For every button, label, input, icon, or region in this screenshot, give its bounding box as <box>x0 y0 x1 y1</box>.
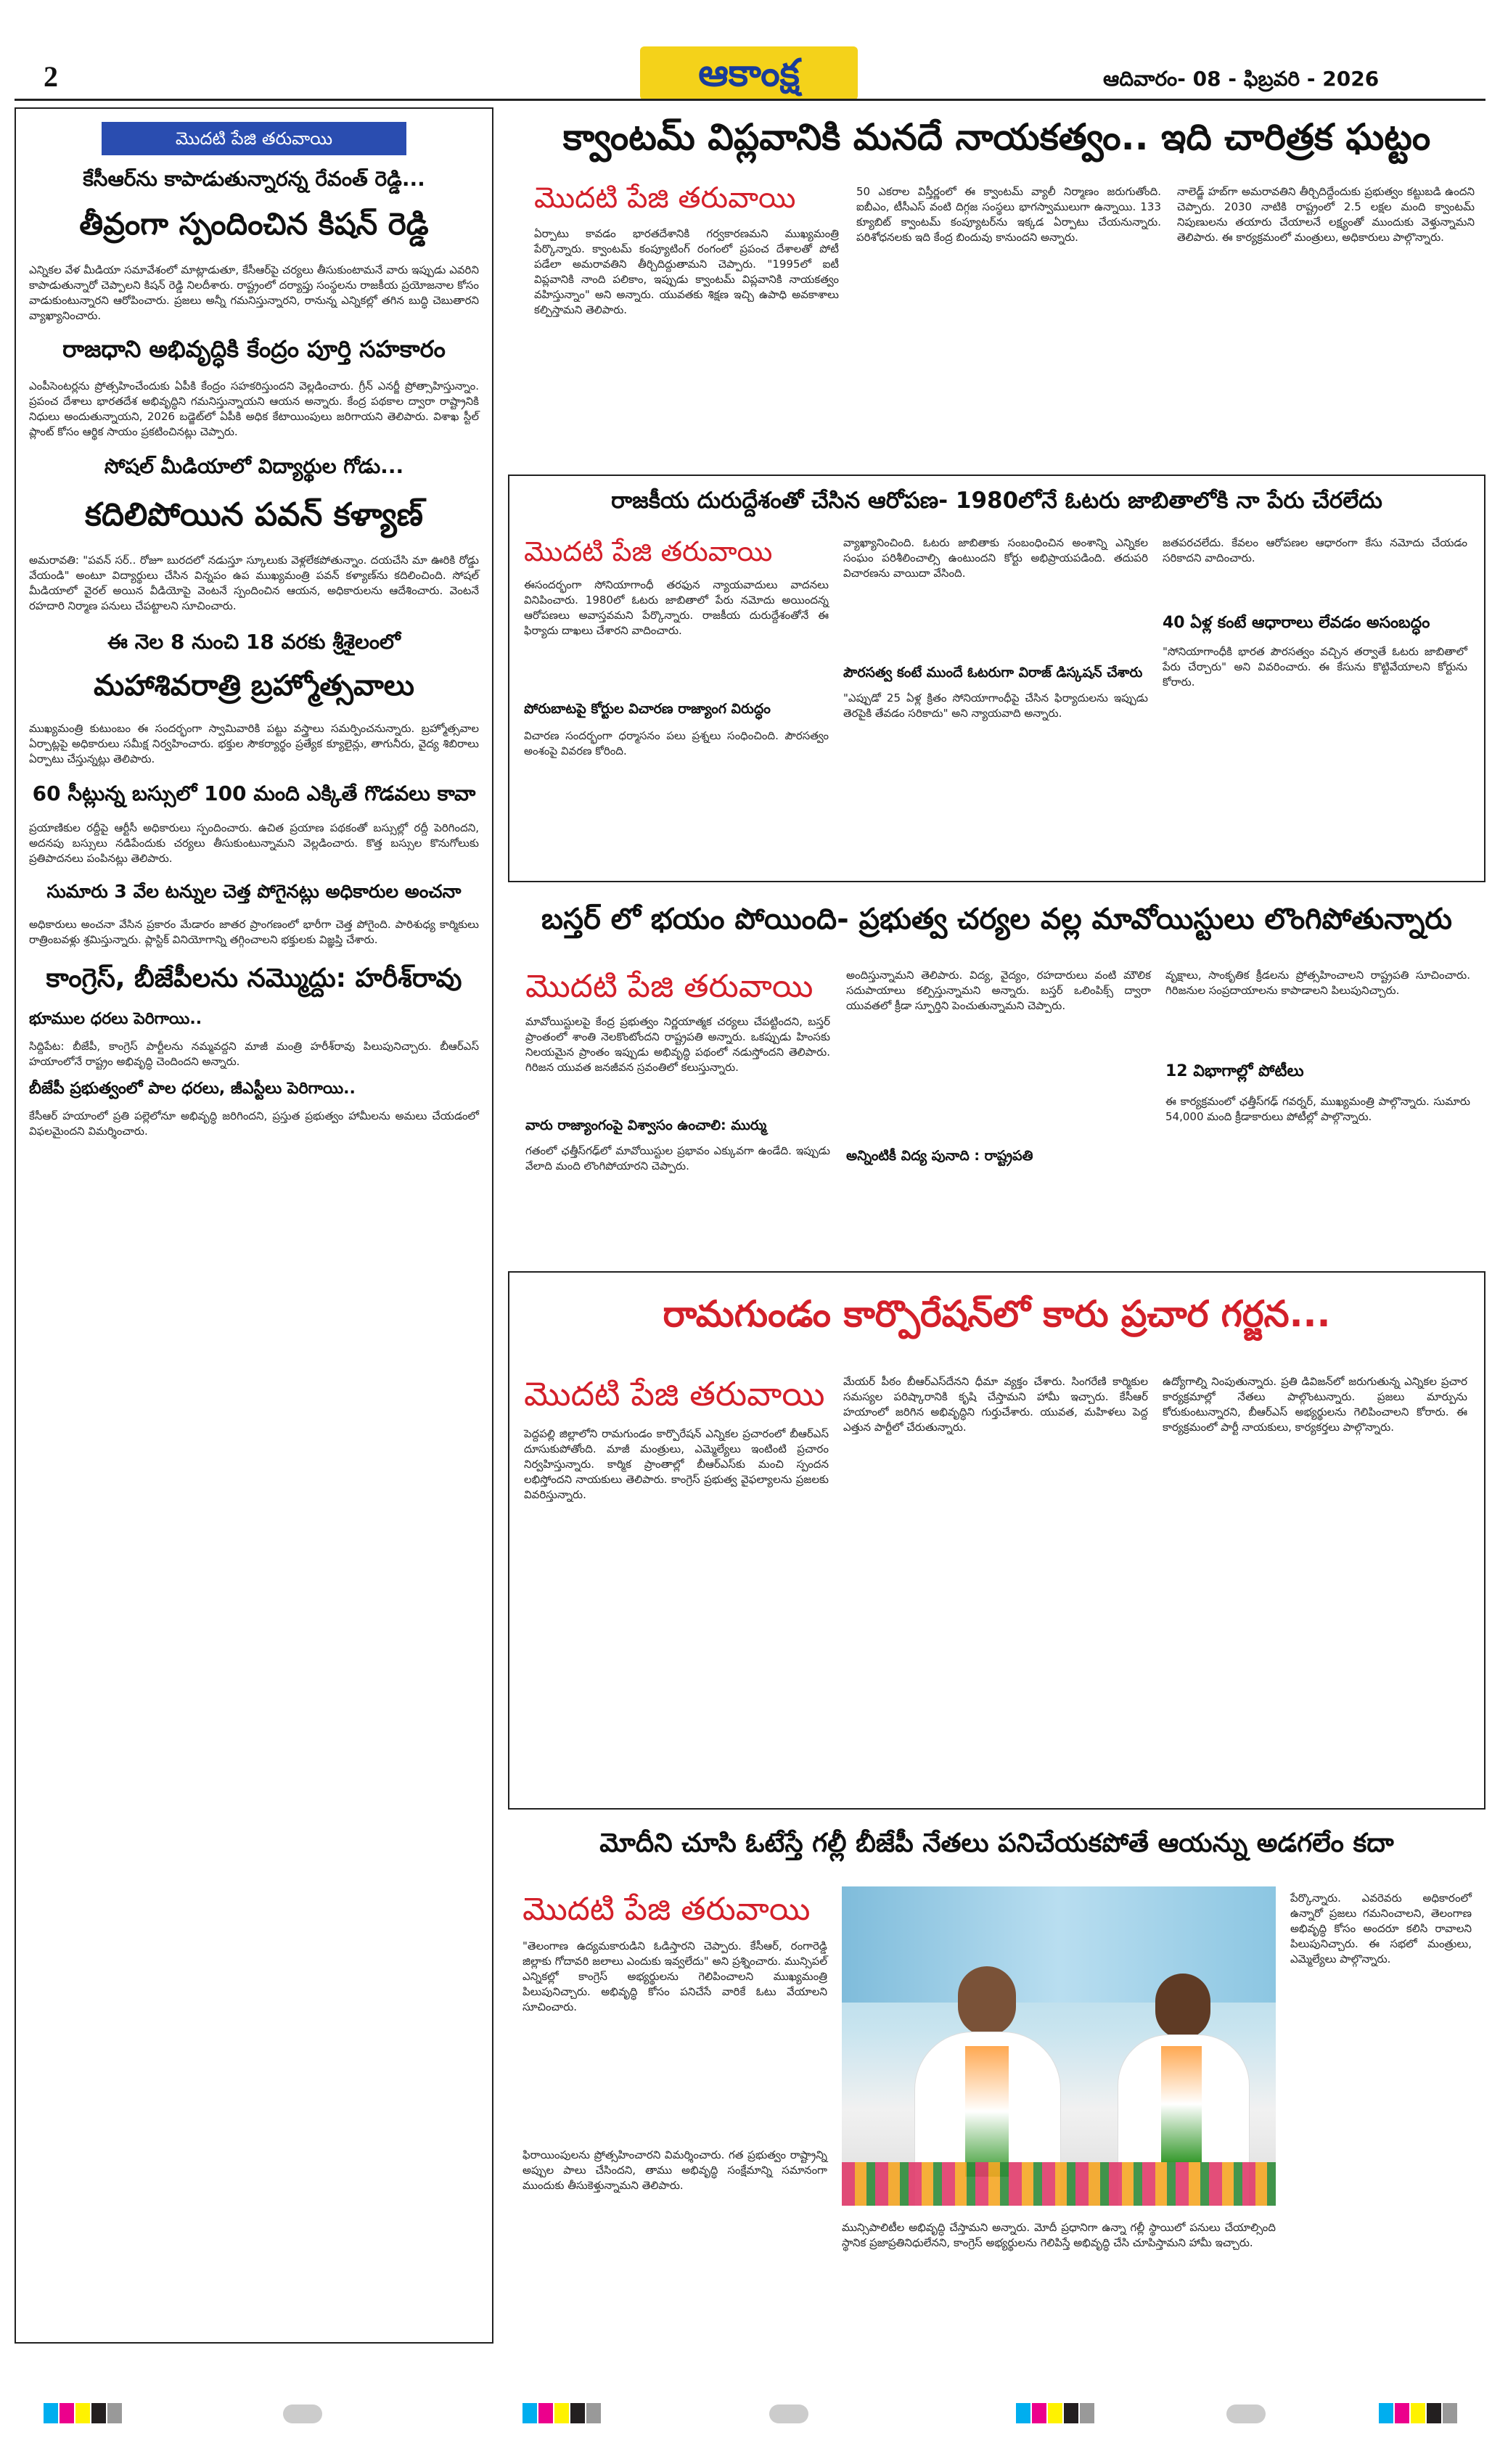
cmyk-grey <box>107 2403 122 2423</box>
story4-headline: రామగుండం కార్పొరేషన్‌లో కారు ప్రచార గర్జన... <box>663 1293 1331 1335</box>
story5-col-1: "తెలంగాణ ఉద్యమకారుడిని ఓడిస్తారని చెప్పారు. కేసీఆర్, రంగారెడ్డి జిల్లాకు గోదావరి జలాలు ఎందుకు ఇవ్వలేదు" అని ప్రశ్నించారు. మున్సిపల్ ఎన్నికల్లో కాంగ్రెస్ అభ్యర్థులను గెలిపించాలని ముఖ్యమంత్రి పిలుపునిచ్చారు. అభివృద్ధి కోసం పనిచేసే వారికే ఓటు వేయాలని సూచించారు. <box>522 1939 827 2013</box>
masthead-title: ఆకాంక్ష <box>698 52 800 95</box>
cmyk-yellow-3 <box>1048 2403 1062 2423</box>
story3-col-2: అందిస్తున్నామని తెలిపారు. విద్య, వైద్యం, రహదారులు వంటి మౌలిక సదుపాయాలు కల్పిస్తున్నామని అన్నారు. బస్తర్ ఒలింపిక్స్ ద్వారా యువతలో క్రీడా స్ఫూర్తిని పెంచుతున్నామని చెప్పారు. <box>846 969 1151 1012</box>
cmyk-grey-4 <box>1443 2403 1457 2423</box>
left-headline-4: కాంగ్రెస్, బీజేపీలను నమ్మొద్దు: హరీశ్‌రావు <box>46 964 462 993</box>
story1-col-2: 50 ఎకరాల విస్తీర్ణంలో ఈ క్వాంటమ్ వ్యాలీ నిర్మాణం జరుగుతోంది. ఐబీఎం, టీసీఎస్ వంటి దిగ్గజ సంస్థలు భాగస్వాములుగా ఉన్నాయి. 133 క్యూబిట్ క్వాంటమ్ కంప్యూటర్‌ను ఇక్కడ ఏర్పాటు చేయనున్నారు. పరిశోధనలకు ఇది కేంద్ర బిందువు కానుందని అన్నారు. <box>856 185 1161 244</box>
left-sub-4: సుమారు 3 వేల టన్నుల చెత్త పోగైనట్లు అధికారుల అంచనా <box>46 881 462 902</box>
story2-col-3: జతపరచలేదు. కేవలం ఆరోపణల ఆధారంగా కేసు నమోదు చేయడం సరికాదని వాదించారు. <box>1163 536 1467 564</box>
story3-col-1b: గతంలో ఛత్తీస్‌గఢ్‌లో మావోయిస్టుల ప్రభావం ఎక్కువగా ఉండేది. ఇప్పుడు వేలాది మంది లొంగిపోయారని చెప్పారు. <box>525 1144 830 1173</box>
story1-headline: క్వాంటమ్ విప్లవానికి మనదే నాయకత్వం.. ఇది చారిత్రక ఘట్టం <box>562 116 1431 158</box>
left-headline-2: కదిలిపోయిన పవన్ కళ్యాణ్ <box>84 496 424 533</box>
cmyk-grey-2 <box>586 2403 601 2423</box>
story1-col-3: నాలెడ్జ్ హబ్‌గా అమరావతిని తీర్చిదిద్దేందుకు ప్రభుత్వం కట్టుబడి ఉందని చెప్పారు. 2030 నాటికి రాష్ట్రంలో 2.5 లక్షల మంది క్వాంటమ్ నిపుణులను తయారు చేయాలనే లక్ష్యంతో ముందుకు వెళ్తున్నామని తెలిపారు. ఈ కార్యక్రమంలో మంత్రులు, అధికారులు పాల్గొన్నారు. <box>1177 185 1475 244</box>
story2-col-3b: "సోనియాగాంధీకి భారత పౌరసత్వం వచ్చిన తర్వాతే ఓటరు జాబితాలో పేరు చేర్చారు" అని వివరించారు. ఈ కేసును కొట్టివేయాలని కోర్టును కోరారు. <box>1163 645 1467 689</box>
story1-col-1: ఏర్పాటు కావడం భారతదేశానికి గర్వకారణమని ముఖ్యమంత్రి పేర్కొన్నారు. క్వాంటమ్ కంప్యూటింగ్ రంగంలో ప్రపంచ దేశాలతో పోటీ పడేలా అమరావతిని తీర్చిదిద్దుతామని చెప్పారు. "1995లో ఐటీ విప్లవానికి నాంది పలికాం, ఇప్పుడు క్వాంటమ్ విప్లవానికి నాయకత్వం వహిస్తున్నాం" అని అన్నారు. యువతకు శిక్షణ ఇచ్చి ఉపాధి అవకాశాలు కల్పిస్తామని తెలిపారు. <box>534 227 839 316</box>
story3-headline: బస్తర్ లో భయం పోయింది- ప్రభుత్వ చర్యల వల్ల మావోయిస్టులు లొంగిపోతున్నారు <box>541 903 1452 936</box>
header-rule <box>15 99 1485 101</box>
cmyk-cyan-3 <box>1016 2403 1030 2423</box>
story4-tag: మొదటి పేజి తరువాయి <box>524 1374 825 1413</box>
story2-tag: మొదటి పేజి తరువాయి <box>524 535 773 567</box>
story-ramagundam <box>508 1271 1485 1810</box>
story4-col-1: పెద్దపల్లి జిల్లాలోని రామగుండం కార్పొరేషన్ ఎన్నికల ప్రచారంలో బీఆర్ఎస్ దూసుకుపోతోంది. మాజీ మంత్రులు, ఎమ్మెల్యేలు ఇంటింటి ప్రచారం నిర్వహిస్తున్నారు. కార్మిక ప్రాంతాల్లో బీఆర్ఎస్‌కు మంచి స్పందన లభిస్తోందని నాయకులు తెలిపారు. కాంగ్రెస్ ప్రభుత్వ వైఫల్యాలను ప్రజలకు వివరిస్తున్నారు. <box>524 1427 829 1501</box>
left-para-5: ప్రయాణికుల రద్దీపై ఆర్టీసీ అధికారులు స్పందించారు. ఉచిత ప్రయాణ పథకంతో బస్సుల్లో రద్దీ పెరిగిందని, అదనపు బస్సులు నడిపేందుకు చర్యలు తీసుకుంటున్నామని వెల్లడించారు. కొత్త బస్సుల కొనుగోలుకు ప్రతిపాదనలు పంపినట్లు తెలిపారు. <box>29 821 479 865</box>
left-headline: తీవ్రంగా స్పందించిన కిషన్ రెడ్డి <box>79 206 429 242</box>
story4-col-3: ఉద్యోగాల్ని నింపుతున్నారు. ప్రతి డివిజన్‌లో జరుగుతున్న ఎన్నికల ప్రచార కార్యక్రమాల్లో నేతలు పాల్గొంటున్నారు. ప్రజలు మార్పును కోరుకుంటున్నారని, బీఆర్ఎస్ అభ్యర్థులను గెలిపించాలని కోరారు. ఈ కార్యక్రమంలో పార్టీ నాయకులు, కార్యకర్తలు పాల్గొన్నారు. <box>1163 1375 1467 1434</box>
left-para-3: అమరావతి: "పవన్ సర్.. రోజూ బురదలో నడుస్తూ స్కూలుకు వెళ్లలేకపోతున్నాం. దయచేసి మా ఊరికి రోడ్డు వేయండి" అంటూ విద్యార్థులు చేసిన విన్నపం ఉప ముఖ్యమంత్రి పవన్ కళ్యాణ్‌ను కదిలించింది. సోషల్ మీడియాలో వైరల్ అయిన వీడియోపై వెంటనే స్పందించిన ఆయన, అధికారులను ఆదేశించారు. వెంటనే రహదారి నిర్మాణ పనులు చేపట్టాలని సూచించారు. <box>29 554 479 612</box>
story5-photo <box>842 1886 1276 2206</box>
story3-sub-1: వారు రాజ్యాంగంపై విశ్వాసం ఉంచాలి: ముర్ము <box>525 1117 767 1133</box>
cmyk-yellow-2 <box>554 2403 569 2423</box>
story2-col-1b: విచారణ సందర్భంగా ధర్మాసనం పలు ప్రశ్నలు సంధించింది. పౌరసత్వం అంశంపై వివరణ కోరింది. <box>524 729 829 757</box>
story3-sub-3: 12 విభాగాల్లో పోటీలు <box>1165 1062 1304 1080</box>
cmyk-black-2 <box>570 2403 585 2423</box>
left-para-8: కేసీఆర్ హయాంలో ప్రతి పల్లెలోనూ అభివృద్ధి జరిగిందని, ప్రస్తుత ప్రభుత్వం హామీలను అమలు చేయడంలో విఫలమైందని విమర్శించారు. <box>29 1109 479 1138</box>
cmyk-cyan-4 <box>1379 2403 1393 2423</box>
story5-col-3: మున్సిపాలిటీల అభివృద్ధి చేస్తామని అన్నారు. మోదీ ప్రధానిగా ఉన్నా గల్లీ స్థాయిలో పనులు చేయాల్సింది స్థానిక ప్రజాప్రతినిధులేనని, కాంగ్రెస్ అభ్యర్థులను గెలిపిస్తే అభివృద్ధి చేసి చూపిస్తామని హామీ ఇచ్చారు. <box>842 2221 1276 2249</box>
page-number: 2 <box>44 60 58 93</box>
footer-registration <box>0 2403 1500 2432</box>
story1-tag: మొదటి పేజి తరువాయి <box>534 181 796 215</box>
story2-col-2b: "ఎప్పుడో 25 ఏళ్ల క్రితం సోనియాగాంధీపై చేసిన ఫిర్యాదులను ఇప్పుడు తెరపైకి తేవడం సరికాదు" అని న్యాయవాది అన్నారు. <box>843 691 1148 720</box>
cmyk-cyan-2 <box>522 2403 537 2423</box>
story2-col-1: ఈసందర్భంగా సోనియాగాంధీ తరఫున న్యాయవాదులు వాదనలు వినిపించారు. 1980లో ఓటరు జాబితాలో పేరు నమోదు అయిందన్న ఆరోపణలు అవాస్తవమని పేర్కొన్నారు. రాజకీయ దురుద్దేశంతోనే ఈ ఫిర్యాదు దాఖలు చేశారని వాదించారు. <box>524 578 829 637</box>
left-para-2: ఎంపీసెంటర్లను ప్రోత్సహించేందుకు ఏపీకి కేంద్రం సహకరిస్తుందని వెల్లడించారు. గ్రీన్ ఎనర్జీ ప్రోత్సాహిస్తున్నాం. ప్రపంచ దేశాలు భారతదేశ అభివృద్ధిని గమనిస్తున్నాయని ఆయన అన్నారు. కేంద్ర పథకాల ద్వారా రాష్ట్రానికి నిధులు అందుతున్నాయని, 2026 బడ్జెట్‌లో ఏపీకి అధిక కేటాయింపులు జరిగాయని తెలిపారు. విశాఖ స్టీల్ ప్లాంట్ కోసం ఆర్థిక సాయం ప్రకటించినట్లు చెప్పారు. <box>29 379 479 438</box>
left-para-1: ఎన్నికల వేళ మీడియా సమావేశంలో మాట్లాడుతూ, కేసీఆర్‌పై చర్యలు తీసుకుంటామనే వారు ఇప్పుడు ఎవరిని కాపాడుతున్నారో చెప్పాలని కిషన్ రెడ్డి నిలదీశారు. రాష్ట్రంలో దర్యాప్తు సంస్థలను రాజకీయ ప్రయోజనాల కోసం వాడుకుంటున్నారని ఆరోపించారు. ప్రజలు అన్నీ గమనిస్తున్నారని, రానున్న ఎన్నికల్లో తగిన బుద్ధి చెబుతారని వ్యాఖ్యానించారు. <box>29 263 479 322</box>
left-sub-1: రాజధాని అభివృద్ధికి కేంద్రం పూర్తి సహకారం <box>62 335 446 363</box>
left-column <box>15 107 493 2344</box>
story5-headline: మోదీని చూసి ఓటేస్తే గల్లీ బీజేపీ నేతలు పనిచేయకపోతే ఆయన్ను అడగలేం కదా <box>599 1828 1394 1858</box>
reg-dot <box>283 2405 322 2423</box>
cmyk-black <box>91 2403 106 2423</box>
story2-sub-1: పోరుబాటపై కోర్టుల విచారణ రాజ్యాంగ విరుద్ధం <box>524 701 771 717</box>
left-sub-5: భూముల ధరలు పెరిగాయి.. <box>29 1010 202 1028</box>
cmyk-magenta-3 <box>1032 2403 1046 2423</box>
story3-col-3b: ఈ కార్యక్రమంలో ఛత్తీస్‌గఢ్ గవర్నర్, ముఖ్యమంత్రి పాల్గొన్నారు. సుమారు 54,000 మంది క్రీడాకారులు పోటీల్లో పాల్గొన్నారు. <box>1165 1095 1470 1123</box>
cmyk-grey-3 <box>1080 2403 1094 2423</box>
left-kicker-2: సోషల్ మీడియాలో విద్యార్థుల గోడు... <box>104 454 404 478</box>
story-sonia <box>508 475 1485 882</box>
story2-headline: రాజకీయ దురుద్దేశంతో చేసిన ఆరోపణ- 1980లోనే ఓటరు జాబితాలోకి నా పేరు చేరలేదు <box>611 488 1382 514</box>
cmyk-magenta-4 <box>1395 2403 1409 2423</box>
cmyk-magenta <box>60 2403 74 2423</box>
cmyk-magenta-2 <box>538 2403 553 2423</box>
reg-dot-3 <box>1226 2405 1266 2423</box>
left-sub-2: ఈ నెల 8 నుంచి 18 వరకు శ్రీశైలంలో <box>107 630 401 654</box>
story2-col-2: వ్యాఖ్యానించింది. ఓటరు జాబితాకు సంబంధించిన అంశాన్ని ఎన్నికల సంఘం పరిశీలించాల్సి ఉంటుందని కోర్టు అభిప్రాయపడింది. తదుపరి విచారణను వాయిదా వేసింది. <box>843 536 1148 580</box>
left-tag: మొదటి పేజి తరువాయి <box>102 122 406 155</box>
cmyk-cyan <box>44 2403 58 2423</box>
photo-flowers <box>842 2162 1276 2206</box>
reg-dot-2 <box>769 2405 808 2423</box>
story5-tag: మొదటి పేజి తరువాయి <box>522 1891 811 1928</box>
story3-col-1: మావోయిస్టులపై కేంద్ర ప్రభుత్వం నిర్ణయాత్మక చర్యలు చేపట్టిందని, బస్తర్ ప్రాంతంలో శాంతి నెలకొంటోందని రాష్ట్రపతి అన్నారు. ఒకప్పుడు హింసకు నిలయమైన ప్రాంతం ఇప్పుడు అభివృద్ధి పథంలో నడుస్తోందని తెలిపారు. గిరిజన యువత జనజీవన స్రవంతిలో కలుస్తున్నారు. <box>525 1015 830 1074</box>
left-sub-3: 60 సీట్లున్న బస్సులో 100 మంది ఎక్కితే గొడవలు కావా <box>32 781 476 805</box>
story3-sub-2: అన్నింటికీ విద్య పునాది : రాష్ట్రపతి <box>846 1148 1033 1164</box>
cmyk-yellow-4 <box>1411 2403 1425 2423</box>
left-para-6: అధికారులు అంచనా వేసిన ప్రకారం మేడారం జాతర ప్రాంగణంలో భారీగా చెత్త పోగైంది. పారిశుధ్య కార్మికులు రాత్రింబవళ్లు శ్రమిస్తున్నారు. ప్లాస్టిక్ వినియోగాన్ని తగ్గించాలని భక్తులకు విజ్ఞప్తి చేశారు. <box>29 918 479 946</box>
story-quantum <box>508 109 1485 468</box>
story-bastar <box>508 887 1485 1264</box>
cmyk-black-3 <box>1064 2403 1078 2423</box>
cmyk-yellow <box>75 2403 90 2423</box>
story4-col-2: మేయర్ పీఠం బీఆర్ఎస్‌దేనని ధీమా వ్యక్తం చేశారు. సింగరేణి కార్మికుల సమస్యల పరిష్కారానికి కృషి చేస్తామని హామీ ఇచ్చారు. కేసీఆర్ హయాంలో జరిగిన అభివృద్ధిని గుర్తుచేశారు. యువత, మహిళలు పెద్ద ఎత్తున పార్టీలో చేరుతున్నారు. <box>843 1375 1148 1434</box>
left-para-7: సిద్దిపేట: బీజేపీ, కాంగ్రెస్ పార్టీలను నమ్మవద్దని మాజీ మంత్రి హరీశ్‌రావు పిలుపునిచ్చారు. బీఆర్ఎస్ హయాంలోనే రాష్ట్రం అభివృద్ధి చెందిందని అన్నారు. <box>29 1040 479 1068</box>
story2-sub-3: 40 ఏళ్ల కంటే ఆధారాలు లేవడం అసంబద్ధం <box>1163 614 1430 632</box>
masthead <box>640 46 858 100</box>
story3-tag: మొదటి పేజి తరువాయి <box>525 968 813 1005</box>
story5-col-2: ఫిరాయింపులను ప్రోత్సహించారని విమర్శించారు. గత ప్రభుత్వం రాష్ట్రాన్ని అప్పుల పాలు చేసిందని, తాము అభివృద్ధి సంక్షేమాన్ని సమానంగా ముందుకు తీసుకెళ్తున్నామని తెలిపారు. <box>522 2148 827 2192</box>
story-modi <box>508 1814 1485 2344</box>
cmyk-black-4 <box>1427 2403 1441 2423</box>
left-kicker: కేసీఆర్‌ను కాపాడుతున్నారన్న రేవంత్ రెడ్డి... <box>83 167 425 191</box>
date-line: ఆదివారం- 08 - ఫిబ్రవరి - 2026 <box>1103 67 1380 91</box>
story3-col-3: వృక్షాలు, సాంకృతిక క్రీడలను ప్రోత్సహించాలని రాష్ట్రపతి సూచించారు. గిరిజనుల సంప్రదాయాలను కాపాడాలని పిలుపునిచ్చారు. <box>1165 969 1470 997</box>
left-sub-6: బీజేపీ ప్రభుత్వంలో పాల ధరలు, జీఎస్టీలు పెరిగాయి.. <box>29 1080 356 1098</box>
story5-col-4: పేర్కొన్నారు. ఎవరెవరు అధికారంలో ఉన్నారో ప్రజలు గమనించాలని, తెలంగాణ అభివృద్ధి కోసం అందరూ కలిసి రావాలని పిలుపునిచ్చారు. ఈ సభలో మంత్రులు, ఎమ్మెల్యేలు పాల్గొన్నారు. <box>1290 1892 1472 1966</box>
story2-sub-2: పౌరసత్వ కంటే ముందే ఓటరుగా విరాజ్ డిస్కషన్ చేశారు <box>843 665 1143 681</box>
left-para-4: ముఖ్యమంత్రి కుటుంబం ఈ సందర్భంగా స్వామివారికి పట్టు వస్త్రాలు సమర్పించనున్నారు. బ్రహ్మోత్సవాల ఏర్పాట్లపై అధికారులు సమీక్ష నిర్వహించారు. భక్తుల సౌకర్యార్థం ప్రత్యేక క్యూలైన్లు, తాగునీరు, వైద్య శిబిరాలు ఏర్పాటు చేస్తున్నట్లు తెలిపారు. <box>29 722 479 765</box>
left-headline-3: మహాశివరాత్రి బ్రహ్మోత్సవాలు <box>94 669 414 702</box>
